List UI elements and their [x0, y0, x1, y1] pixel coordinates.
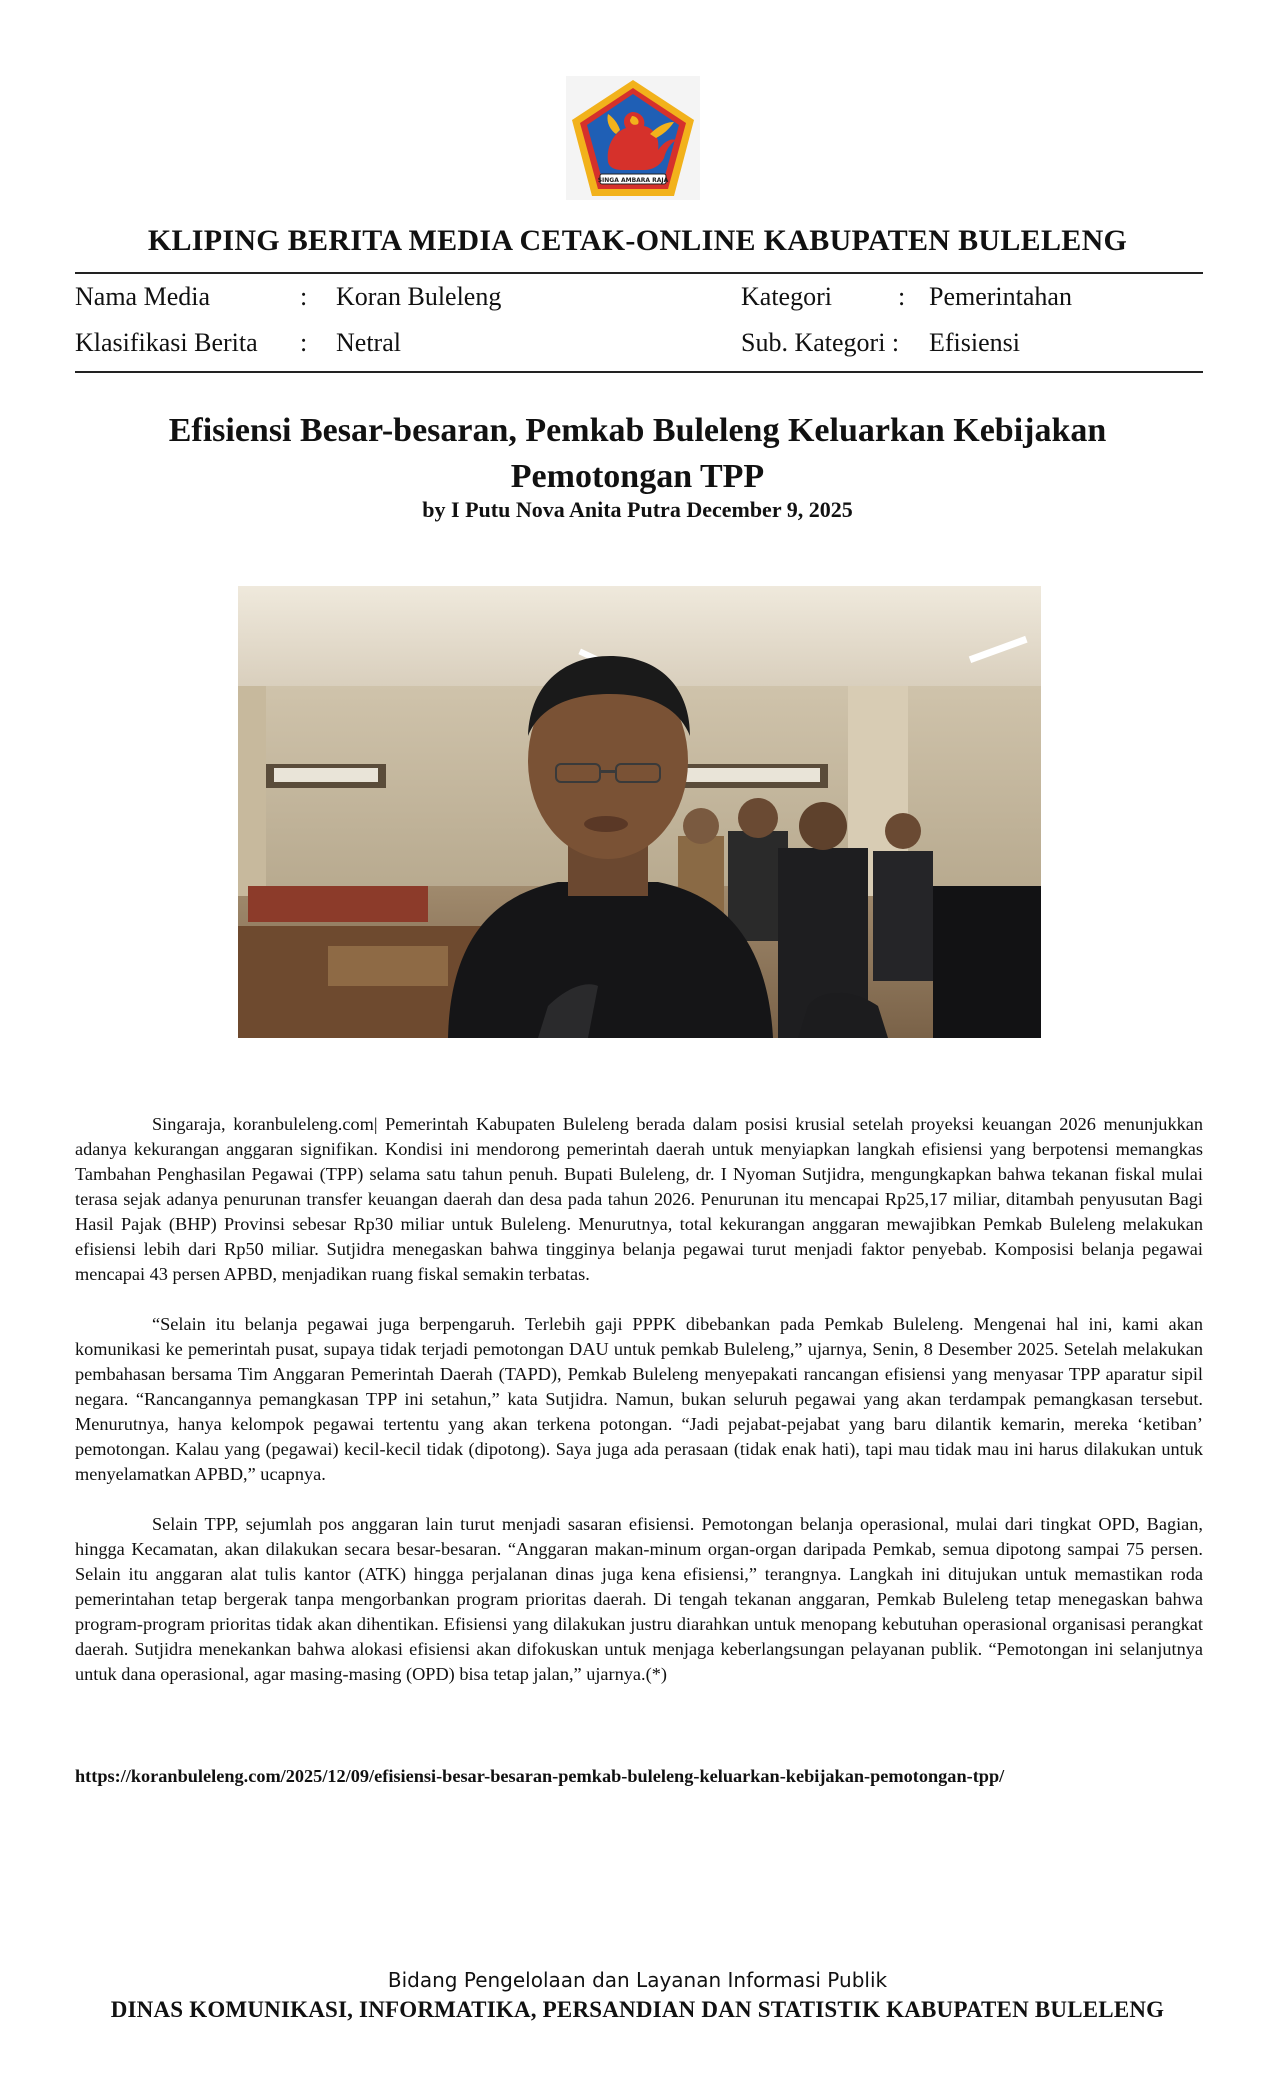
article-photo — [238, 586, 1041, 1038]
article-paragraph: “Selain itu belanja pegawai juga berpengaruh. Terlebih gaji PPPK dibebankan pada Pemkab Buleleng. Mengenai hal ini, kami akan komunikasi ke pemerintah pusat, supaya tidak terjadi pemotongan DAU untuk pemkab Buleleng,” ujarnya, Senin, 8 Desember 2025. Setelah melakukan pembahasan bersama Tim Anggaran Pemerintah Daerah (TAPD), Pemkab Buleleng menyepakati rancangan efisiensi yang menyasar TPP aparatur sipil negara. “Rancangannya pemangkasan TPP ini setahun,” kata Sutjidra. Namun, bukan seluruh pegawai yang akan terdampak pemangkasan tersebut. Menurutnya, hanya kelompok pegawai tertentu yang akan terkena potongan. “Jadi pejabat-pejabat yang baru dilantik kemarin, mereka ‘ketiban’ pemotongan. Kalau yang (pegawai) kecil-kecil tidak (dipotong). Saya juga ada perasaan (tidak enak hati), tapi mau tidak mau ini harus dilakukan untuk menyelamatkan APBD,” ucapnya. — [75, 1314, 1203, 1484]
subkategori-value: Efisiensi — [929, 328, 1020, 357]
kategori-colon: : — [898, 282, 906, 311]
bottom-divider — [75, 371, 1203, 373]
kabupaten-buleleng-emblem-icon — [566, 76, 700, 200]
top-divider — [75, 272, 1203, 274]
media-value: Koran Buleleng — [336, 282, 502, 311]
klasifikasi-label: Klasifikasi Berita — [75, 328, 258, 357]
subkategori-label: Sub. Kategori : — [741, 328, 900, 357]
kategori-label: Kategori — [741, 282, 832, 311]
source-url: https://koranbuleleng.com/2025/12/09/efisiensi-besar-besaran-pemkab-buleleng-keluarkan-kebijakan-pemotongan-tpp/ — [75, 1766, 1005, 1786]
article-paragraph: Selain TPP, sejumlah pos anggaran lain turut menjadi sasaran efisiensi. Pemotongan belanja operasional, mulai dari tingkat OPD, Bagian, hingga Kecamatan, akan dilakukan secara besar-besaran. “Anggaran makan-minum organ-organ daripada Pemkab, semua dipotong sampai 75 persen. Selain itu anggaran alat tulis kantor (ATK) hingga perjalanan dinas juga kena efisiensi,” terangnya. Langkah ini ditujukan untuk memastikan roda pemerintahan tetap bergerak tanpa mengorbankan program prioritas daerah. Di tengah tekanan anggaran, Pemkab Buleleng tetap menegaskan bahwa program-program prioritas tidak akan dihentikan. Efisiensi yang dilakukan justru diarahkan untuk menopang kebutuhan operasional organisasi perangkat daerah. Sutjidra menekankan bahwa alokasi efisiensi akan difokuskan untuk menjaga keberlangsungan pelayanan publik. “Pemotongan ini selanjutnya untuk dana operasional, agar masing-masing (OPD) bisa tetap jalan,” ujarnya.(*) — [75, 1514, 1203, 1684]
article-paragraph: Singaraja, koranbuleleng.com| Pemerintah Kabupaten Buleleng berada dalam posisi krusial setelah proyeksi keuangan 2026 menunjukkan adanya kekurangan anggaran signifikan. Kondisi ini mendorong pemerintah daerah untuk menyiapkan langkah efisiensi yang berpotensi memangkas Tambahan Penghasilan Pegawai (TPP) selama satu tahun penuh. Bupati Buleleng, dr. I Nyoman Sutjidra, mengungkapkan bahwa tekanan fiskal mulai terasa sejak adanya penurunan transfer keuangan daerah dan desa pada tahun 2026. Penurunan itu mencapai Rp25,17 miliar, ditambah penyusutan Bagi Hasil Pajak (BHP) Provinsi sebesar Rp30 miliar untuk Buleleng. Menurutnya, total kekurangan anggaran mewajibkan Pemkab Buleleng melakukan efisiensi lebih dari Rp50 miliar. Sutjidra menegaskan bahwa tingginya belanja pegawai turut menjadi faktor penyebab. Komposisi belanja pegawai mencapai 43 persen APBD, menjadikan ruang fiskal semakin terbatas. — [75, 1114, 1203, 1284]
media-colon: : — [300, 282, 308, 311]
media-label: Nama Media — [75, 282, 211, 311]
document-title: KLIPING BERITA MEDIA CETAK-ONLINE KABUPATEN BULELENG — [147, 224, 1128, 257]
article-headline: Efisiensi Besar-besaran, Pemkab Buleleng Keluarkan Kebijakan Pemotongan TPP — [168, 412, 1107, 495]
article-body — [75, 1112, 1203, 1712]
news-photo-illustration — [238, 586, 1041, 1038]
klasifikasi-value: Netral — [336, 328, 401, 357]
footer-division: Bidang Pengelolaan dan Layanan Informasi Publik — [387, 1968, 888, 1992]
footer-agency: DINAS KOMUNIKASI, INFORMATIKA, PERSANDIAN DAN STATISTIK KABUPATEN BULELENG — [110, 1997, 1165, 2022]
kategori-value: Pemerintahan — [929, 282, 1072, 311]
article-byline: by I Putu Nova Anita Putra December 9, 2025 — [422, 497, 853, 522]
emblem-motto: SINGA AMBARA RAJA — [597, 177, 669, 184]
kabupaten-emblem — [566, 76, 700, 200]
klasifikasi-colon: : — [300, 328, 308, 357]
